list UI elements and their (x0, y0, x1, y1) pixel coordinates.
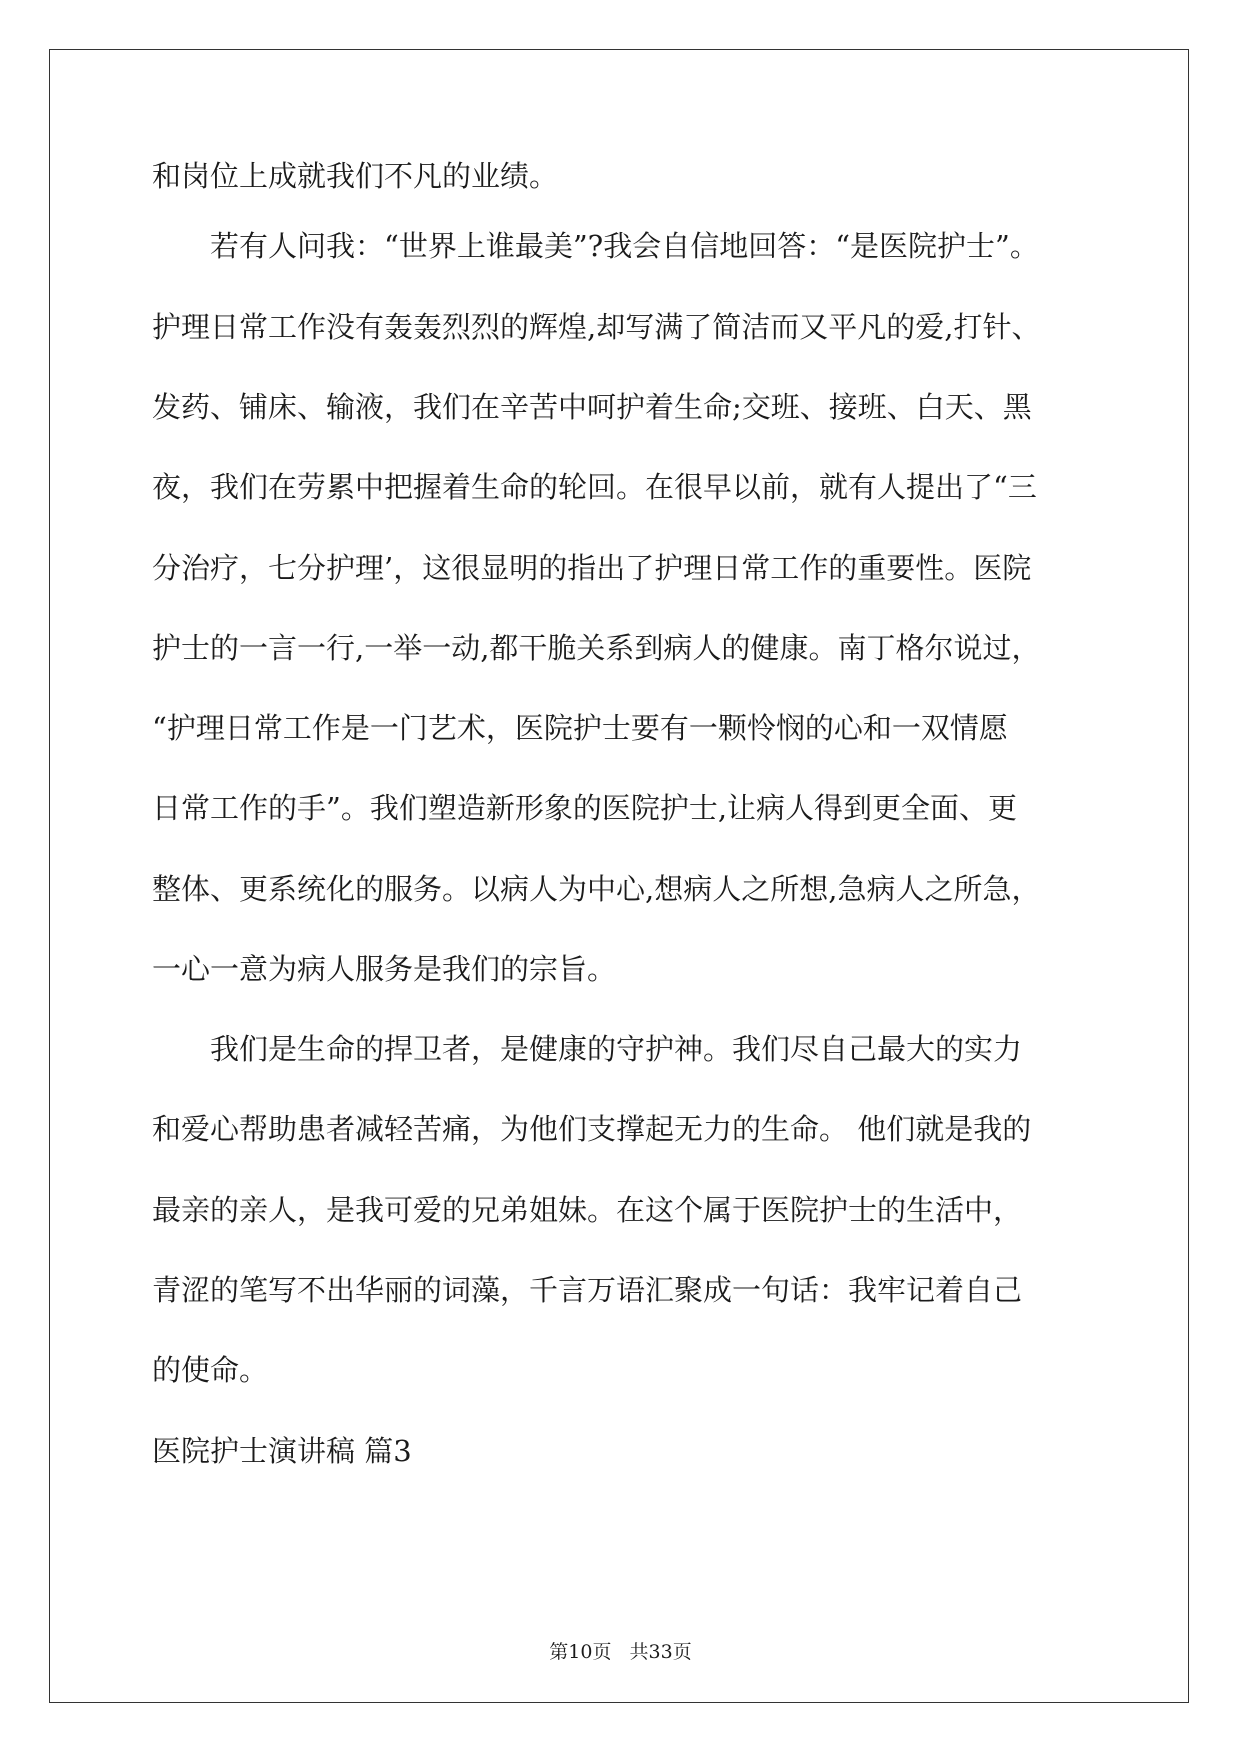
text-line: 夜，我们在劳累中把握着生命的轮回。在很早以前，就有人提出了“三 (152, 470, 1037, 504)
text-line: 若有人问我：“世界上谁最美”?我会自信地回答：“是医院护士”。 (152, 229, 1039, 263)
text-line: “护理日常工作是一门艺术，医院护士要有一颗怜悯的心和一双情愿 (152, 711, 1008, 745)
text-line: 护理日常工作没有轰轰烈烈的辉煌,却写满了简洁而又平凡的爱,打针、 (152, 310, 1041, 344)
text-line: 青涩的笔写不出华丽的词藻，千言万语汇聚成一句话：我牢记着自己 (152, 1273, 1023, 1307)
page-total: 共33页 (629, 1641, 692, 1663)
section-heading: 医院护士演讲稿 篇3 (152, 1434, 412, 1468)
text-line: 分治疗，七分护理’，这很显明的指出了护理日常工作的重要性。医院 (152, 551, 1032, 585)
text-line: 护士的一言一行,一举一动,都干脆关系到病人的健康。南丁格尔说过， (152, 631, 1041, 665)
text-line: 最亲的亲人，是我可爱的兄弟姐妹。在这个属于医院护士的生活中， (152, 1193, 1023, 1227)
text-line: 我们是生命的捍卫者，是健康的守护神。我们尽自己最大的实力 (152, 1032, 1023, 1066)
text-line: 和岗位上成就我们不凡的业绩。 (152, 159, 559, 193)
text-line: 和爱心帮助患者减轻苦痛，为他们支撑起无力的生命。 他们就是我的 (152, 1112, 1032, 1146)
page-number: 第10页 (549, 1641, 612, 1663)
text-line: 一心一意为病人服务是我们的宗旨。 (152, 952, 617, 986)
text-line: 的使命。 (152, 1353, 269, 1387)
text-line: 日常工作的手”。我们塑造新形象的医院护士,让病人得到更全面、更 (152, 791, 1018, 825)
text-line: 发药、铺床、输液，我们在辛苦中呵护着生命;交班、接班、白天、黑 (152, 390, 1032, 424)
page-footer (0, 1640, 1241, 1664)
text-line: 整体、更系统化的服务。以病人为中心,想病人之所想,急病人之所急， (152, 872, 1041, 906)
